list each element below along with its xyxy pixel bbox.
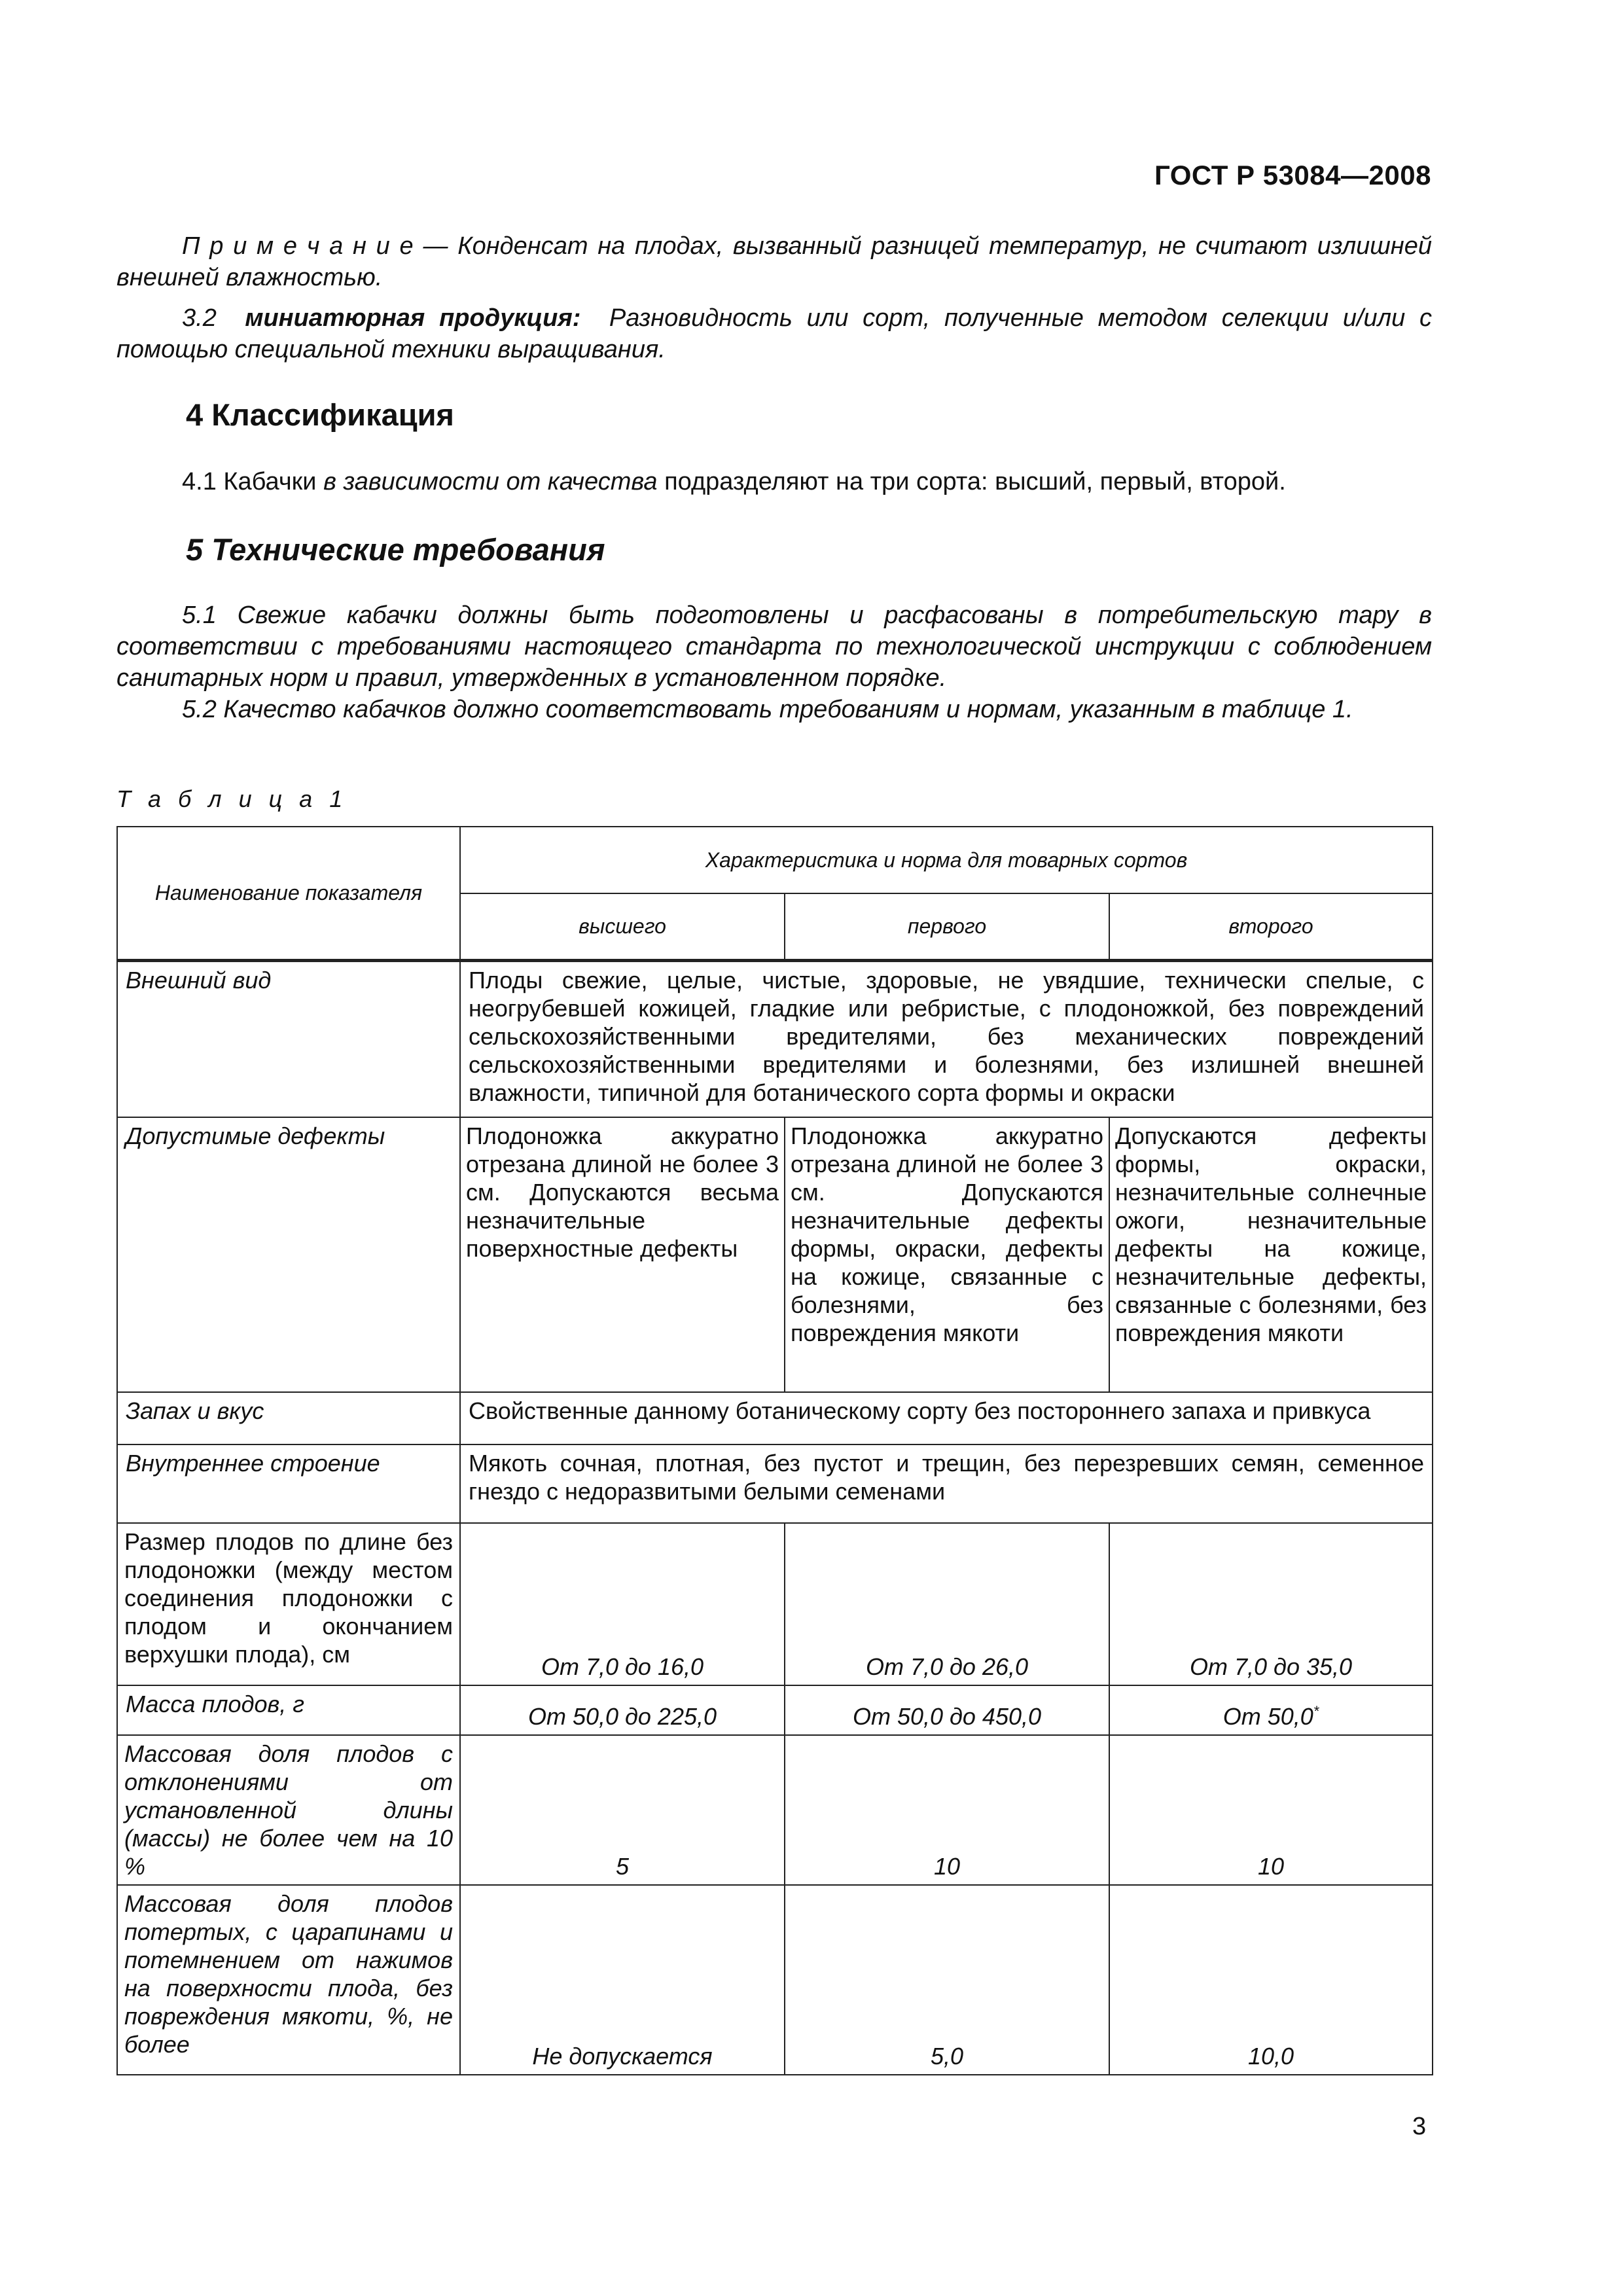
- clause-3-2: [116, 302, 1432, 365]
- header-grade-1: высшего: [460, 893, 785, 960]
- header-group: Характеристика и норма для товарных сортов: [460, 827, 1433, 893]
- table-caption: Т а б л и ц а 1: [116, 785, 348, 812]
- footnote-mark: *: [1313, 1703, 1319, 1719]
- row-structure-name: Внутреннее строение: [117, 1444, 460, 1523]
- clause-3-2-number: 3.2: [182, 304, 217, 332]
- row-deviation-grade-3: 10: [1109, 1735, 1433, 1885]
- row-deviation-grade-1: 5: [460, 1735, 785, 1885]
- note-paragraph: [116, 230, 1432, 293]
- quality-table: [116, 826, 1433, 2075]
- row-mass-grade-3: [1109, 1685, 1433, 1735]
- row-size-grade-3: От 7,0 до 35,0: [1109, 1523, 1433, 1685]
- row-deviation-grade-2: 10: [785, 1735, 1109, 1885]
- row-damaged: [117, 1885, 1433, 2075]
- clause-4-1-c: подразделяют на три сорта: высший, первый, второй.: [664, 468, 1286, 495]
- row-appearance: [117, 960, 1433, 1117]
- table-header-row: [117, 827, 1433, 893]
- clause-5-2: 5.2 Качество кабачков должно соответствовать требованиям и нормам, указанным в таблице 1.: [182, 696, 1353, 723]
- row-appearance-name: Внешний вид: [117, 960, 460, 1117]
- clause-4-1: [116, 466, 1432, 497]
- row-structure-value: Мякоть сочная, плотная, без пустот и трещин, без перезревших семян, семенное гнездо с недоразвитыми белыми семенами: [460, 1444, 1433, 1523]
- standard-number: ГОСТ Р 53084—2008: [1154, 160, 1431, 190]
- row-defects: [117, 1117, 1433, 1392]
- section-5-title: 5 Технические требования: [186, 532, 605, 567]
- row-smell-value: Свойственные данному ботаническому сорту без постороннего запаха и привкуса: [460, 1392, 1433, 1444]
- row-mass-name: Масса плодов, г: [117, 1685, 460, 1735]
- section-4-title: 4 Классификация: [186, 397, 454, 432]
- row-defects-grade-1: Плодоножка аккуратно отрезана длиной не более 3 см. Допускаются весьма незначительные поверхностные дефекты: [460, 1117, 785, 1392]
- row-size-name: Размер плодов по длине без плодоножки (между местом соединения плодоножки с плодом и окончанием верхушки плода), см: [117, 1523, 460, 1685]
- row-smell-name: Запах и вкус: [117, 1392, 460, 1444]
- row-mass-grade-1: От 50,0 до 225,0: [460, 1685, 785, 1735]
- clause-5-1: 5.1 Свежие кабачки должны быть подготовлены и расфасованы в потребительскую тару в соответствии с требованиями настоящего стандарта по технологической инструкции с соблюдением санитарных норм и правил, утвержденных в установленном порядке.: [116, 601, 1432, 692]
- clause-4-1-b: в зависимости от качества: [323, 468, 658, 495]
- row-defects-grade-2: Плодоножка аккуратно отрезана длиной не более 3 см. Допускаются незначительные дефекты формы, окраски, дефекты на кожице, связанные с болезнями, без повреждения мякоти: [785, 1117, 1109, 1392]
- header-grade-2: первого: [785, 893, 1109, 960]
- row-damaged-grade-2: 5,0: [785, 1885, 1109, 2075]
- row-mass: [117, 1685, 1433, 1735]
- row-defects-name: Допустимые дефекты: [117, 1117, 460, 1392]
- row-mass-grade-3-value: От 50,0: [1222, 1703, 1313, 1730]
- header-grade-3: второго: [1109, 893, 1433, 960]
- row-smell: [117, 1392, 1433, 1444]
- row-structure: [117, 1444, 1433, 1523]
- row-deviation-name: Массовая доля плодов с отклонениями от установленной длины (массы) не более чем на 10 %: [117, 1735, 460, 1885]
- row-appearance-value: Плоды свежие, целые, чистые, здоровые, не увядшие, технически спелые, с неогрубевшей кожицей, гладкие или ребристые, с плодоножкой, без повреждений сельскохозяйственными вредителями, без механических повреждений сельскохозяйственными вредителями и болезнями, без излишней внешней влажности, типичной для ботанического сорта формы и окраски: [460, 960, 1433, 1117]
- note-text: — Конденсат на плодах, вызванный разницей температур, не считают излишней внешней влажностью.: [116, 232, 1432, 291]
- page-number: 3: [1412, 2113, 1427, 2140]
- row-size-grade-2: От 7,0 до 26,0: [785, 1523, 1109, 1685]
- clause-4-1-a: 4.1 Кабачки: [182, 468, 317, 495]
- row-defects-grade-3: Допускаются дефекты формы, окраски, незначительные солнечные ожоги, незначительные дефекты на кожице, незначительные дефекты, связанные с болезнями, без повреждения мякоти: [1109, 1117, 1433, 1392]
- row-deviation: [117, 1735, 1433, 1885]
- note-label: П р и м е ч а н и е: [182, 232, 414, 260]
- header-name: Наименование показателя: [117, 827, 460, 960]
- row-damaged-grade-3: 10,0: [1109, 1885, 1433, 2075]
- row-damaged-grade-1: Не допускается: [460, 1885, 785, 2075]
- row-size: [117, 1523, 1433, 1685]
- clause-3-2-term: миниатюрная продукция:: [245, 304, 581, 332]
- clause-3-2-definition: Разновидность или сорт, полученные методом селекции и/или с помощью специальной техники выращивания.: [116, 304, 1432, 363]
- row-damaged-name: Массовая доля плодов потертых, с царапинами и потемнением от нажимов на поверхности плода, без повреждения мякоти, %, не более: [117, 1885, 460, 2075]
- row-size-grade-1: От 7,0 до 16,0: [460, 1523, 785, 1685]
- row-mass-grade-2: От 50,0 до 450,0: [785, 1685, 1109, 1735]
